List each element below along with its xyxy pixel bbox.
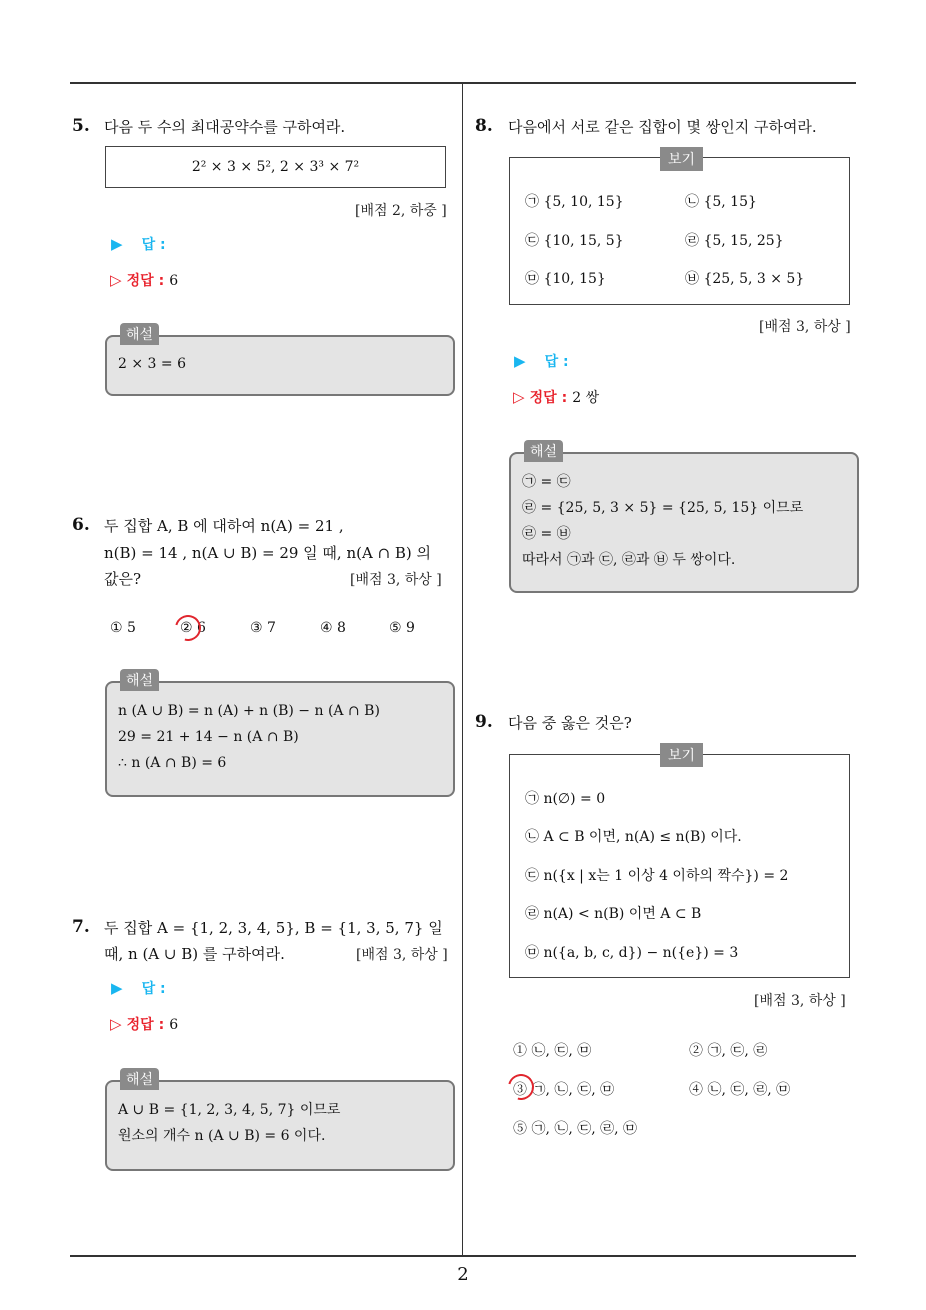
q6-solution-tag: 해설 — [120, 669, 159, 691]
q6-solution-line-1: n (A ∪ B) = n (A) + n (B) − n (A ∩ B) — [118, 703, 380, 719]
q8-item-1: ㉠ {5, 10, 15} — [525, 194, 624, 210]
triangle-outline-icon: ▷ — [110, 1015, 122, 1033]
triangle-outline-icon: ▷ — [513, 388, 525, 406]
q6-line-2: n(B) = 14 , n(A ∪ B) = 29 일 때, n(A ∩ B) 의 — [104, 544, 432, 562]
q8-number: 8. — [475, 116, 493, 136]
q8-answer-row — [514, 351, 569, 371]
q8-correct-label: 정답 : — [529, 390, 568, 406]
q5-answer-label: 답 : — [141, 237, 166, 253]
q7-line-2: 때, n (A ∪ B) 를 구하여라. — [104, 945, 285, 963]
q9-selected-circle-mark — [503, 1069, 539, 1105]
q6-selected-circle-mark — [170, 610, 206, 646]
q5-correct-row — [110, 270, 178, 290]
q8-score: [배점 3, 하상 ] — [759, 319, 851, 335]
q5-number: 5. — [72, 116, 90, 136]
q7-solution-line-1: A ∪ B = {1, 2, 3, 4, 5, 7} 이므로 — [118, 1102, 341, 1118]
q8-item-5: ㉤ {10, 15} — [525, 271, 606, 287]
q8-answer-label: 답 : — [544, 354, 569, 370]
q7-solution-line-2: 원소의 개수 n (A ∪ B) = 6 이다. — [118, 1128, 326, 1144]
q8-item-4: ㉣ {5, 15, 25} — [685, 233, 784, 249]
q5-solution-tag: 해설 — [120, 323, 159, 345]
q9-bogi-tag: 보기 — [660, 743, 703, 767]
q9-choice-2[interactable]: ② ㉠, ㉢, ㉣ — [689, 1043, 768, 1059]
q9-choice-3[interactable]: ③ ㉠, ㉡, ㉢, ㉤ — [513, 1082, 615, 1098]
q6-choice-2[interactable]: ② 6 — [180, 620, 206, 636]
q7-score: [배점 3, 하상 ] — [356, 947, 448, 963]
q6-number: 6. — [72, 515, 90, 535]
q9-item-3: ㉢ n({x | x는 1 이상 4 이하의 짝수}) = 2 — [525, 868, 789, 884]
column-divider — [462, 83, 463, 1256]
q5-answer-row — [111, 234, 166, 254]
q9-choice-4[interactable]: ④ ㉡, ㉢, ㉣, ㉤ — [689, 1082, 791, 1098]
q8-solution-line-1: ㉠ = ㉢ — [522, 474, 571, 490]
q6-line-1: 두 집합 A, B 에 대하여 n(A) = 21 , — [104, 517, 344, 535]
q7-answer-label: 답 : — [141, 981, 166, 997]
q8-correct-row — [513, 387, 599, 407]
q8-solution-tag: 해설 — [524, 440, 563, 462]
q8-solution-line-2: ㉣ = {25, 5, 3 × 5} = {25, 5, 15} 이므로 — [522, 500, 804, 516]
q6-score: [배점 3, 하상 ] — [350, 572, 442, 588]
q9-item-2: ㉡ A ⊂ B 이면, n(A) ≤ n(B) 이다. — [525, 829, 742, 845]
q8-solution-line-3: ㉣ = ㉥ — [522, 526, 571, 542]
q6-line-3: 값은? — [104, 570, 142, 588]
q5-solution-line: 2 × 3 = 6 — [118, 356, 186, 372]
q6-choice-1[interactable]: ① 5 — [110, 620, 136, 636]
q9-text: 다음 중 옳은 것은? — [508, 714, 632, 732]
q9-choice-1[interactable]: ① ㉡, ㉢, ㉤ — [513, 1043, 592, 1059]
q5-correct-label: 정답 : — [126, 273, 165, 289]
q9-score: [배점 3, 하상 ] — [754, 993, 846, 1009]
bottom-rule — [70, 1255, 856, 1257]
q8-item-2: ㉡ {5, 15} — [685, 194, 757, 210]
page-number: 2 — [457, 1264, 469, 1285]
triangle-outline-icon: ▷ — [110, 271, 122, 289]
q5-expression: 2² × 3 × 5², 2 × 3³ × 7² — [191, 159, 360, 175]
q7-correct-label: 정답 : — [126, 1017, 165, 1033]
q6-solution-line-3: ∴ n (A ∩ B) = 6 — [118, 755, 227, 771]
q8-bogi-tag: 보기 — [660, 147, 703, 171]
q9-item-5: ㉤ n({a, b, c, d}) − n({e}) = 3 — [525, 945, 739, 961]
q6-choice-5[interactable]: ⑤ 9 — [389, 620, 415, 636]
play-arrow-icon: ▶ — [514, 352, 526, 370]
q9-number: 9. — [475, 712, 493, 732]
q5-expression-box — [105, 146, 446, 188]
q9-choice-5[interactable]: ⑤ ㉠, ㉡, ㉢, ㉣, ㉤ — [513, 1121, 638, 1137]
q8-item-3: ㉢ {10, 15, 5} — [525, 233, 624, 249]
q5-text: 다음 두 수의 최대공약수를 구하여라. — [104, 118, 346, 136]
q9-item-1: ㉠ n(∅) = 0 — [525, 791, 606, 807]
q7-number: 7. — [72, 917, 90, 937]
q7-correct-row — [110, 1014, 178, 1034]
top-rule — [70, 82, 856, 84]
q7-answer-row — [111, 978, 166, 998]
q8-correct-value: 2 쌍 — [572, 390, 600, 406]
q7-correct-value: 6 — [169, 1017, 179, 1033]
q6-choice-3[interactable]: ③ 7 — [250, 620, 276, 636]
q5-score: [배점 2, 하중 ] — [355, 203, 447, 219]
q8-solution-line-4: 따라서 ㉠과 ㉢, ㉣과 ㉥ 두 쌍이다. — [522, 552, 736, 568]
q6-solution-line-2: 29 = 21 + 14 − n (A ∩ B) — [118, 729, 299, 745]
q9-item-4: ㉣ n(A) < n(B) 이면 A ⊂ B — [525, 906, 702, 922]
q5-correct-value: 6 — [169, 273, 179, 289]
play-arrow-icon: ▶ — [111, 235, 123, 253]
q8-item-6: ㉥ {25, 5, 3 × 5} — [685, 271, 805, 287]
q8-text: 다음에서 서로 같은 집합이 몇 쌍인지 구하여라. — [508, 118, 817, 136]
play-arrow-icon: ▶ — [111, 979, 123, 997]
q6-choice-4[interactable]: ④ 8 — [320, 620, 346, 636]
q7-solution-tag: 해설 — [120, 1068, 159, 1090]
q7-line-1: 두 집합 A = {1, 2, 3, 4, 5}, B = {1, 3, 5, 7} 일 — [104, 919, 443, 937]
